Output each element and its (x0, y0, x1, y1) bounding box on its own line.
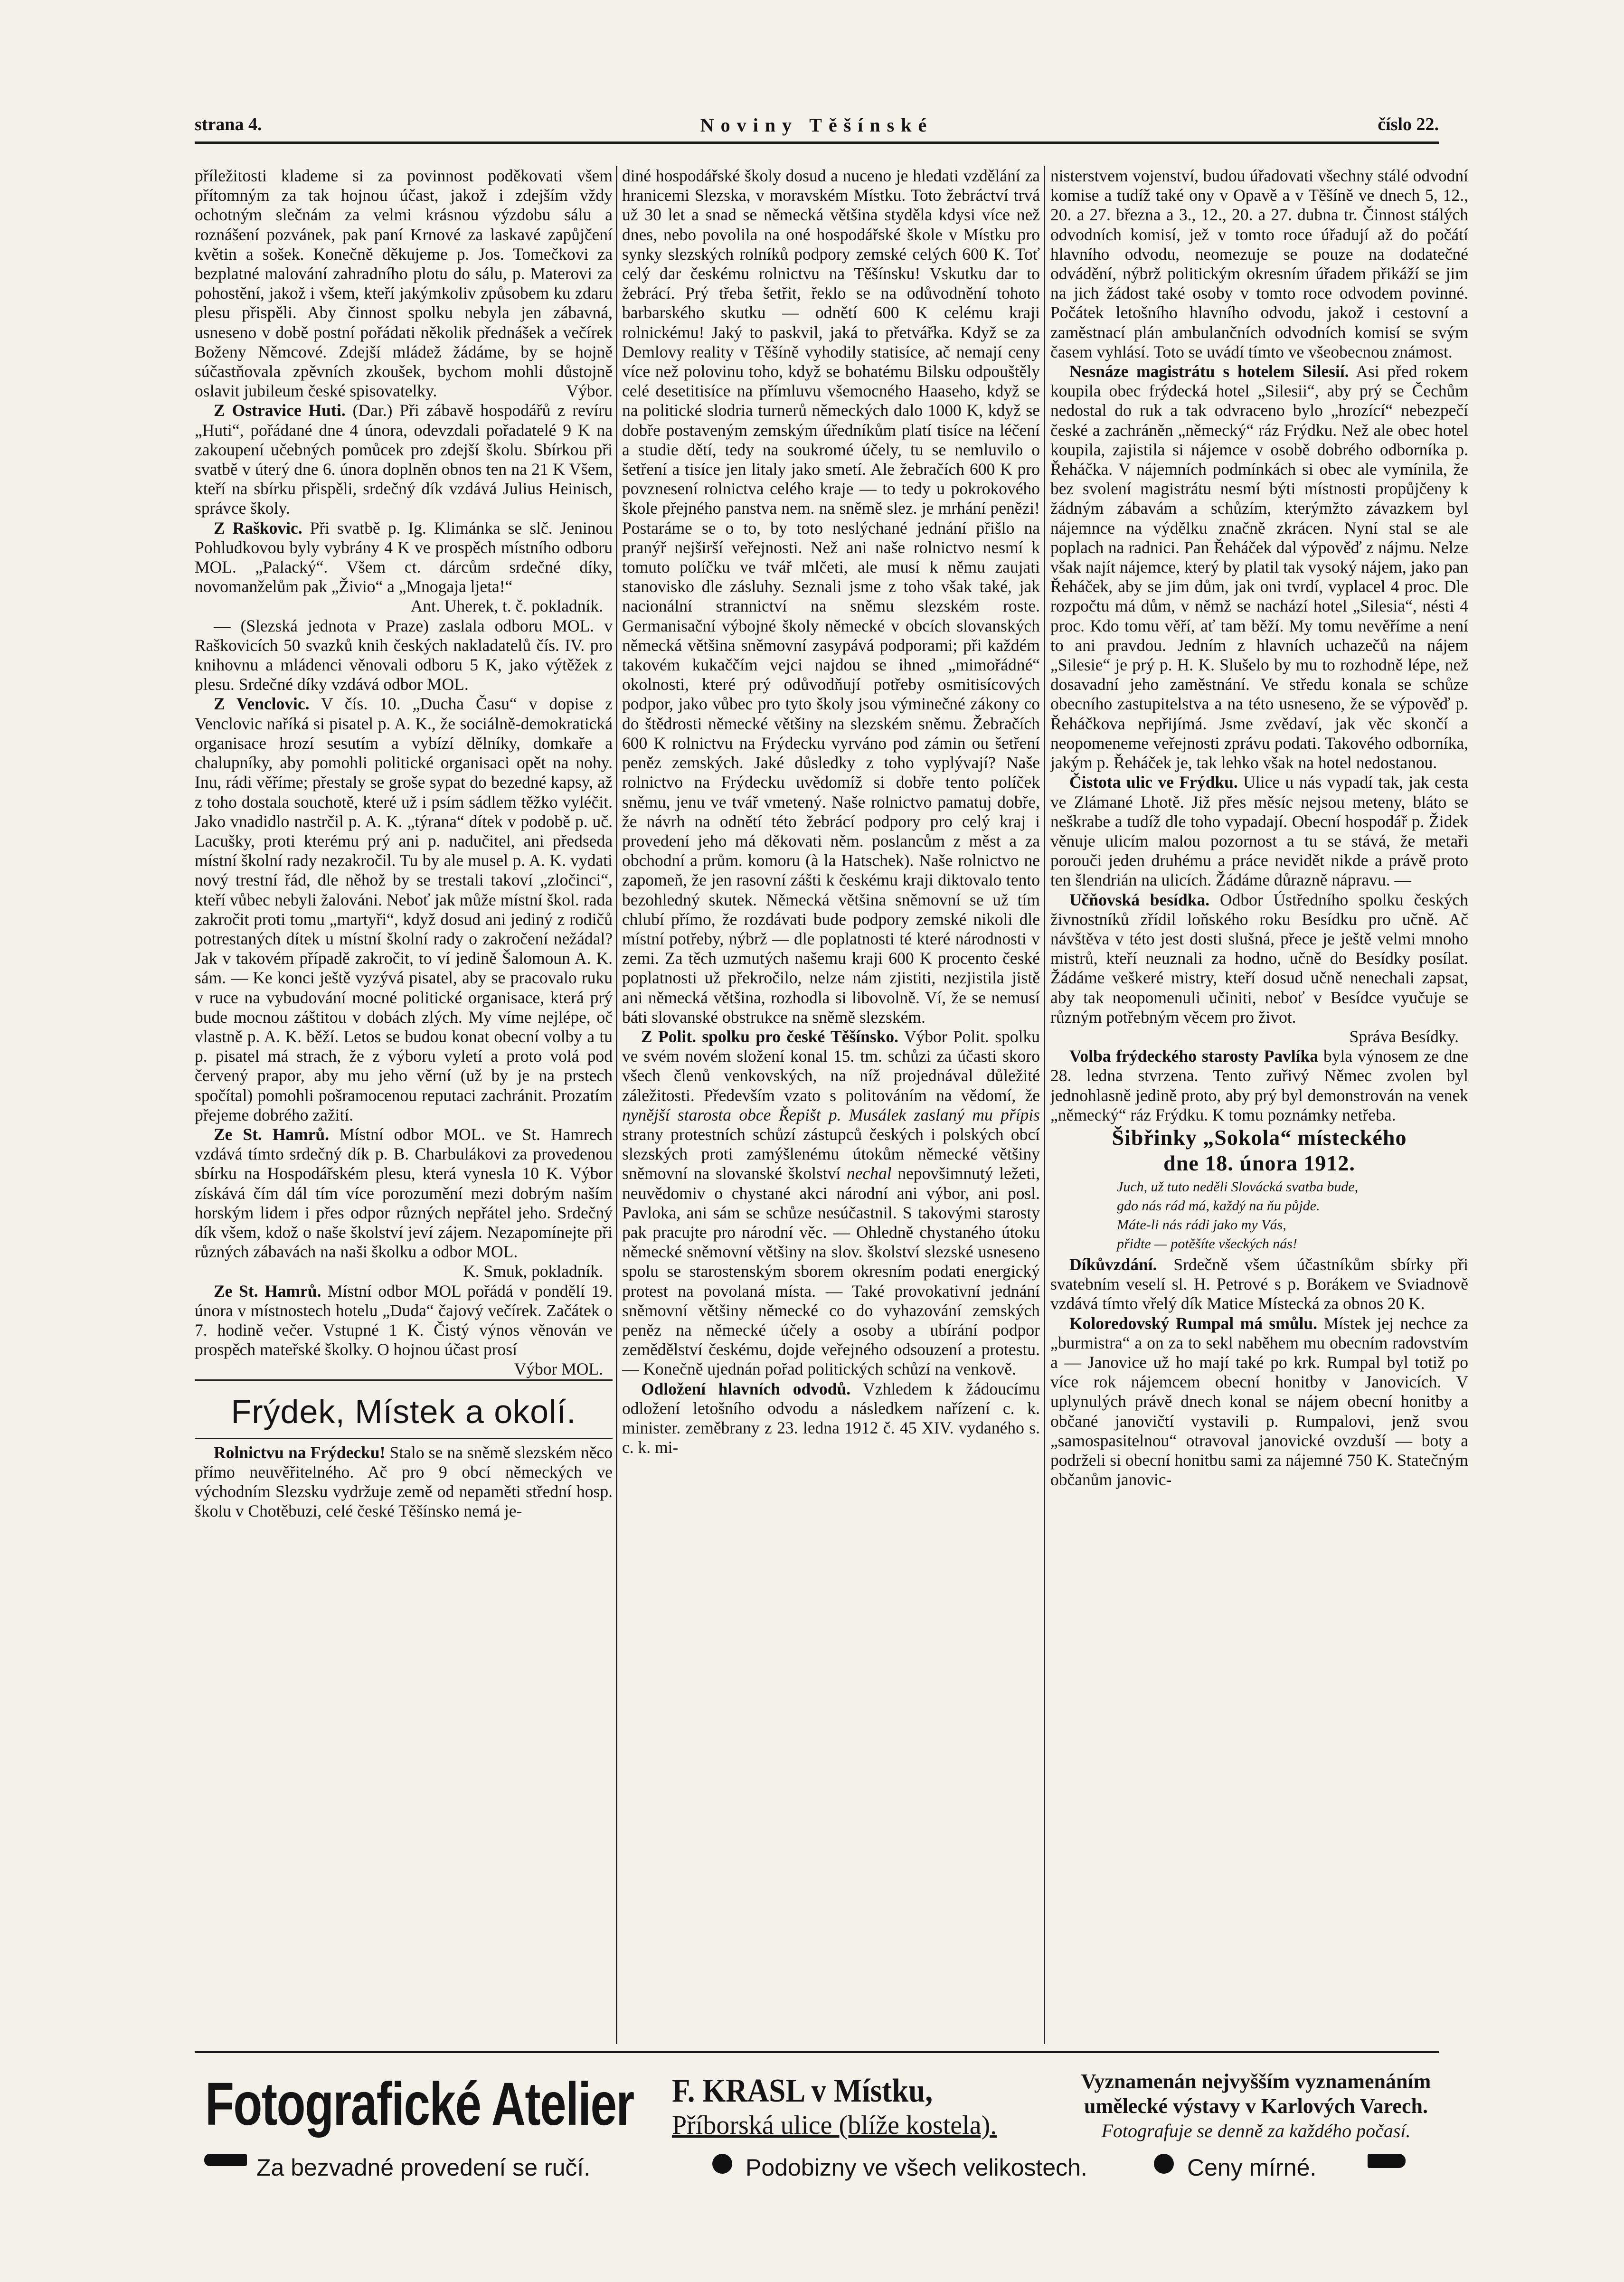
article-text: nisterstvem vojenství, budou úřadovati všechny stálé odvodní komise a tudíž také ony v Opavě a v Těšíně ve dnech 5, 12., 20. a 27. března a 3., 12., 20. a 27. dubna tr. Činnost stálých odvodních komisí, jež v tomto roce úřadují až do počátí hlavního odvodu, neomezuje se pouze na dodatečné odvádění, nýbrž politickým okresním úřadem přikáží se jim na jich žádost také osoby v tomto roce odvodem povinné. Počátek letošního hlavního odvodu, jakož i cestovní a zaměstnací plán ambulančních odvodních komisí se svým časem vyhlásí. Toto se uvádí tímto ve všeobecnou známost. (1050, 166, 1468, 361)
ad-award-line: umělecké výstavy v Karlových Varech. (1084, 2094, 1428, 2118)
article-text: příležitosti klademe si za povinnost poděkovati všem přítomným za tak hojnou účast, jakož i zdejším vždy ochotným slečnám za velmi krásnou výzdobu sálu a roznášení pozvánek, pak paní Krnové za laskavé zapůjčení květin a sošek. Konečně děkujeme p. Jos. Tomečkovi za bezplatné malování zahradního plotu do sálu, p. Materovi za pohostění, jakož i všem, kteří jakýmkoliv způsobem ku zdaru plesu přispěli. Aby činnost spolku nebyla jen zábavná, usneseno v době postní pořádati několik přednášek a večírek Boženy Němcové. Zdejší mládež žádáme, by se hojně súčastňovala zpěvních zkoušek, bychom mohli důstojně oslavit jubileum české spisovatelky. Výbor. (195, 166, 613, 401)
column-divider (616, 166, 617, 2044)
ad-name: F. KRASL v Místku, (672, 2073, 933, 2109)
section-heading: Frýdek, Místek a okolí. (231, 1393, 576, 1430)
ad-footer-text: Ceny mírné. (1187, 2154, 1317, 2181)
ad-award-line: Vyznamenán nejvyšším vyznamenáním (1081, 2070, 1431, 2093)
section-rule (195, 1379, 613, 1381)
article-cistota: Čistota ulic ve Frýdku. Ulice u nás vypadí tak, jak cesta ve Zlámané Lhotě. Již přes měsíc nejsou meteny, bláto se neškrabe a tudíž dle toho vypadají. Obecní hospodář p. Židek věnuje ulicím malou pozornost a tu se stává, že metaři porouči jeden druhému a práce nevidět nikde a právě proto ten šlendrián na ulicích. Žádáme důrazně nápravu. — (1050, 773, 1468, 890)
ad-footer-text: Za bezvadné provedení se ručí. (256, 2154, 591, 2181)
article-raskovice: Z Raškovic. Při svatbě p. Ig. Klimánka se slč. Jeninou Pohludkovou byly vybrány 4 K ve prospěch místního odboru MOL. „Palacký“. Všem ct. dárcům srdečné díky, novomanželům pak „Živio“ a „Mnogaja ljeta!“ (195, 518, 613, 596)
poem-line: Máte-li nás rádi jako my Vás, (1117, 1216, 1286, 1233)
article-rumpal: Koloredovský Rumpal má smůlu. Místek jej nechce za „burmistra“ a on za to sekl naběhem mu obecním radovstvím a — Janovice už ho mají také po krk. Rumpal byl totiž po více rok nájemcem obecní honitby v Janovicích. V uplynulých právě dnech konal se nájem obecní honitby a občané janovičtí vystavili p. Rumpalovi, jenž svou „samospasitelnou“ otravoval janovické ovzduší — boty a podrželi si obecní honitbu sami za nájemné 750 K. Statečným občanům janovic- (1050, 1313, 1468, 1490)
signature: Ant. Uherek, t. č. pokladník. (410, 596, 603, 616)
article-odvody: Odložení hlavních odvodů. Vzhledem k žádoucímu odložení letošního odvodu a následkem nařízení c. k. minister. zeměbrany z 23. ledna 1912 č. 45 XIV. vydaného s. c. k. mi- (622, 1379, 1040, 1457)
article-st-hamry: Ze St. Hamrů. Místní odbor MOL. ve St. Hamrech vzdává tímto srdečný dík p. B. Charbulákovi za provedenou sbírku na Hospodářském plesu, která vynesla 10 K. Výbor získává čím dál tím více porozumění mezi dobrým naším horským lidem i přes odpor různých nepřátel jeho. Srdečný dík všem, kdož o naše školství jeví zájem. Nezapomínejte při různých zábavách na naši školku a odbor MOL. (195, 1124, 613, 1262)
poem-line: přidte — potěšíte všeckých nás! (1117, 1235, 1297, 1252)
column-3 (1050, 166, 1468, 2037)
article-besidka: Učňovská besídka. Odbor Ústředního spolku českých živnostníků zřídil loňského roku Besídku pro učně. Ač návštěva v této jest dosti slušná, přece je ještě velmi mnoho mistrů, kteří neuznali za hodno, učně do Besídky posílat. Žádáme veškeré mistry, kteří dosud učně nenechali zapsat, aby tak neopomenuli učiniti, neboť v Besídce vyučuje se různým potřebným věcem pro život. (1050, 890, 1468, 1027)
ad-footer (195, 2154, 1439, 2182)
article-ostravice: Z Ostravice Huti. (Dar.) Při zábavě hospodářů z revíru „Huti“, pořádané dne 4 února, odevzdali pořadatelé 9 K na zakoupení učebných pomůcek pro zdejší školu. Sbírkou při svatbě v úterý dne 6. února doplněn obnos ten na 21 K Všem, kteří na sbírku přispěli, srdečný dík vzdává Julius Heinisch, správce školy. (195, 401, 613, 518)
article-st-hamry-2: Ze St. Hamrů. Místní odbor MOL pořádá v pondělí 19. února v místnostech hotelu „Duda“ čajový večírek. Začátek o 7. hodině večer. Vstupné 1 K. Čistý výnos věnován ve prospěch mateřské školky. O hojnou účast prosí (195, 1281, 613, 1359)
article-silesie: Nesnáze magistrátu s hotelem Silesií. Asi před rokem koupila obec frýdecká hotel „Silesii“, aby prý se Čechům nedostal do ruk a tak odvraceno bylo „hrozící“ nebezpečí české a zachráněn „německý“ ráz Frýdku. Než ale obec hotel koupila, zajistila si nájemce v osobě dobrého odborníka p. Řeháčka. V nájemních podmínkách si obec ale vymínila, že bez svolení magistrátu nesmí býti místnosti propůjčeny k žádným zábavám a schůzím, kterýmžto závazkem byl nájemnce na výdělku značně zkrácen. Nyní stal se ale poplach na radnici. Pan Řeháček dal výpověď z nájmu. Nelze však najít nájemce, který by platil tak vysoký nájem, jako pan Řeháček, aby se jim dům, jak oni tvrdí, vyplacel 4 proc. Dle rozpočtu má dům, v němž se nachází hotel „Silesia“, nésti 4 proc. Kdo tomu věří, ať tam běží. My tomu nevěříme a není to ani pravdou. Jedním z hlavních uchazečů na nájem „Silesie“ je prý p. H. K. Slušelo by mu to rozhodně lépe, než dosavadní jeho zaměstnání. Ve středu konala se schůze obecního zastupitelstva a na této usneseno, že se výpověď p. Řeháčkova nepřijímá. Jsme zvědaví, jak věc skončí a neopomeneme veřejnosti zprávu podati. Takového odborníka, jakým p. Řeháček je, tak lehko však na hotel nedostanou. (1050, 362, 1468, 773)
ad-footer-text: Podobizny ve všech velikostech. (746, 2154, 1087, 2181)
column-2 (622, 166, 1040, 2037)
article-polit-spolek: Z Polit. spolku pro české Těšínsko. Výbor Polit. spolku ve svém novém složení konal 15. tm. schůzi za účasti skoro všech členů venkovských, na níž projednával důležité záležitosti. Především vzato s politováním na vědomí, že nynější starosta obce Řepišt p. Musálek zaslaný mu přípis strany protestních schůzí zástupců českých i polských obcí slezských proti zamýšlenému útokům německé většiny sněmovní na slovanské školství nechal nepovšimnutý ležeti, neuvědomiv o chystané akci národní ani výbor, ani posl. Pavloka, ani sám se schůze nesúčastnil. S takovými starosty pak pracujte pro národní věc. — Ohledně chystaného útoku německé sněmovní většiny na slov. školství slezské usneseno spolu se starostenským sborem okresním podati energický protest na povolaná místa. — Také provokativní jednání sněmovní většiny německé co do vyhazování zemských peněz na německé účely a osoby a ubírání podpor zemědělství českému, dojde veřejného odsouzení a protestu. — Konečně ujednán pořad politických schůzí na venkově. (622, 1027, 1040, 1379)
section-rule (195, 1438, 613, 1439)
advertisement (195, 2051, 1439, 2196)
ad-award (1059, 2069, 1453, 2143)
page-number: strana 4. (195, 114, 262, 134)
newspaper-title: Noviny Těšínské (700, 114, 934, 136)
article-volba: Volba frýdeckého starosty Pavlíka byla výnosem ze dne 28. ledna stvrzena. Tento zuřivý Němec zvolen byl jednohlasně jedině proto, aby prý byl demonstrován na venek „německý“ ráz Frýdku. K tomu poznámky netřeba. (1050, 1047, 1468, 1124)
header-rule (195, 141, 1439, 144)
event-date: dne 18. února 1912. (1163, 1150, 1355, 1175)
article-venclovice: Z Venclovic. V čís. 10. „Ducha Času“ v dopise z Venclovic naříká si pisatel p. A. K., že sociálně-demokratická organisace hrozí sesutím a vybízí dělníky, domkaře a chalupníky, aby pomohli politické organisaci opět na nohy. Inu, rádi věříme; přestaly se groše sypat do bezedné kapsy, až z toho dostala souchotě, které už i psím sádlem těžko vyléčit. Jako vnadidlo nastrčil p. A. K. „týrana“ dítek v podobě p. uč. Lacušky, proti kterému prý ani p. nadučitel, ani předseda místní školní rady nezakročil. Tu by ale musel p. A. K. vydati nový trestní řád, dle něhož by se trestali takoví „zločinci“, kteří vůbec nebyli žalováni. Neboť jak může místní škol. rada zakročit proti tomu „martyři“, když dosud ani jediný z rodičů potrestaných dítek u místní školní rady o zakročení nežádal? Jak v takovém případě zakročit, to ví jedině Šalomoun A. K. sám. — Ke konci ještě vyzývá pisatel, aby se pracovalo ruku v ruce na vybudování mocné politické organisace, která prý bude mocnou záštitou v dobách zlých. My víme nejlépe, oč vlastně p. A. K. běží. Letos se budou konat obecní volby a tu p. pisatel má strach, že z výboru vyletí a proto volá pod červený prapor, aby mu jeho věrní (už by je na prstech spočítal) pomohli pošramocenou reputaci zachránit. Prozatím přejeme dobrého zažití. (195, 694, 613, 1124)
page-header (195, 114, 1439, 141)
ad-title: Fotografické Atelier (205, 2070, 634, 2138)
poem-line: Juch, už tuto neděli Slovácká svatba bude, (1117, 1179, 1359, 1195)
column-divider (1044, 166, 1045, 2044)
article-text: diné hospodářské školy dosud a nuceno je hledati vzdělání za hranicemi Slezska, v moravském Místku. Toto žebráctví trvá už 30 let a snad se německá většina styděla kdysi více než dnes, nebo povolila na oné hospodářské škole v Místku pro synky slezských rolníků podpory zemské celých 600 K. Toť celý dar českému rolnictvu na Těšínsku! Vskutku dar to žebrácí. Prý třeba šetřit, řeklo se na odůvodnění tohoto barbarského skutku — odnětí 600 K celému kraji rolnickému! Jaký to paskvil, jaká to přetvářka. Když se za Demlovy reality v Těšíně vyhodily statisíce, ač nemají ceny více než polovinu toho, když se bohatému Bilsku odpouštěly celé desetitisíce na přímluvu všemocného Haaseho, když se na politické slodria turnerů německých dalo 1000 K, když se dobře postaveným zemským úředníkům platí tisíce na léčení a studie dětí, tedy na soukromé účely, tu se nemluvilo o šetření a tisíce jen litaly jako smetí. Ale žebračích 600 K pro povznesení rolnictva celého kraje — to tedy u pokrokového škole přejného panstva nem. na sněmě slez. je mrhání penězi! Postaráme se o to, by toto neslýchané jednání přišlo na pranýř nejširší veřejnosti. Než ani naše rolnictvo nesmí k tomuto políčku ve tvář mlčeti, ale musí k němu zaujati stanovisko dle zásluhy. Seznali jsme z toho však také, jak nacionální strannictví na sněmu slezském roste. Germanisační výbojné školy německé v obcích slovanských německá většina sněmovní zasypává podporami; při každém takovém kukaččím vejci najdou se ihned „mimořádné“ okolnosti, které prý odůvodňují potřeby osmitisícových podpor, jako vůbec pro tyto školy jsou výminečné zákony co do štědrosti německé většiny na slezském sněmu. Žebračích 600 K rolnictvu na Frýdecku vyrváno pod zámin ou šetření peněz zemských. Jaké důsledky z toho vyplývají? Naše rolnictvo na Frýdecku uvědomíž si dobře tento políček sněmu, jenu ve tvář vmetený. Naše rolnictvo pamatuj dobře, že návrh na odnětí této žebrácí podpory pro celý kraj i provedení jeho má děkovati něm. poslancům z měst a za obchodní a prům. komoru (à la Hatschek). Naše rolnictvo ne zapomeň, že jen rasovní zášti k českému kraji diktovalo tento bezohledný skutek. Německá většina sněmovní se už tím chlubí přímo, že rozdávati bude podpory zemské nikoli dle místní potřeby, nýbrž — dle poplatnosti té které národnosti v zemi. Za těch uzmutých našemu kraji 600 K procento české poplatnosti už překročilo, nelze nám zjistiti, nezjistila jistě ani německá většina, rozhodla si libovolně. Ví, že se nemusí báti slovanské obstrukce na sněmě slezském. (622, 166, 1040, 1027)
column-1 (195, 166, 613, 2037)
signature: Výbor MOL. (514, 1359, 603, 1379)
article-dikuvzdani: Díkůvzdání. Srdečně všem účastníkům sbírky při svatebním veselí sl. H. Petrové s p. Borákem ve Sviadnově vzdává tímto vřelý dík Matice Místecká za obnos 20 K. (1050, 1254, 1468, 1313)
ad-award-line: Fotografuje se denně za každého počasí. (1101, 2120, 1411, 2141)
article-rolnictvu: Rolnictvu na Frýdecku! Stalo se na sněmě slezském něco přímo neuvěřitelného. Ač pro 9 obcí německých ve východním Slezsku vydržuje země od nepaměti střední hosp. školu v Chotěbuzi, celé české Těšínsko nemá je- (195, 1443, 613, 1521)
event-heading: Šibřinky „Sokola“ místeckého (1112, 1125, 1407, 1150)
issue-number: číslo 22. (1378, 114, 1439, 134)
article-text: — (Slezská jednota v Praze) zaslala odboru MOL. v Raškovicích 50 svazků knih českých nakladatelů čís. IV. pro knihovnu a mládenci věnovali odboru 5 K, jako výtěžek z plesu. Srdečné díky vzdává odbor MOL. (195, 616, 613, 694)
poem-line: gdo nás rád má, každý na ňu půjde. (1117, 1198, 1320, 1214)
signature: Správa Besídky. (1349, 1027, 1459, 1046)
signature: K. Smuk, pokladník. (463, 1262, 603, 1281)
ad-street: Příborská ulice (blíže kostela). (672, 2111, 997, 2140)
